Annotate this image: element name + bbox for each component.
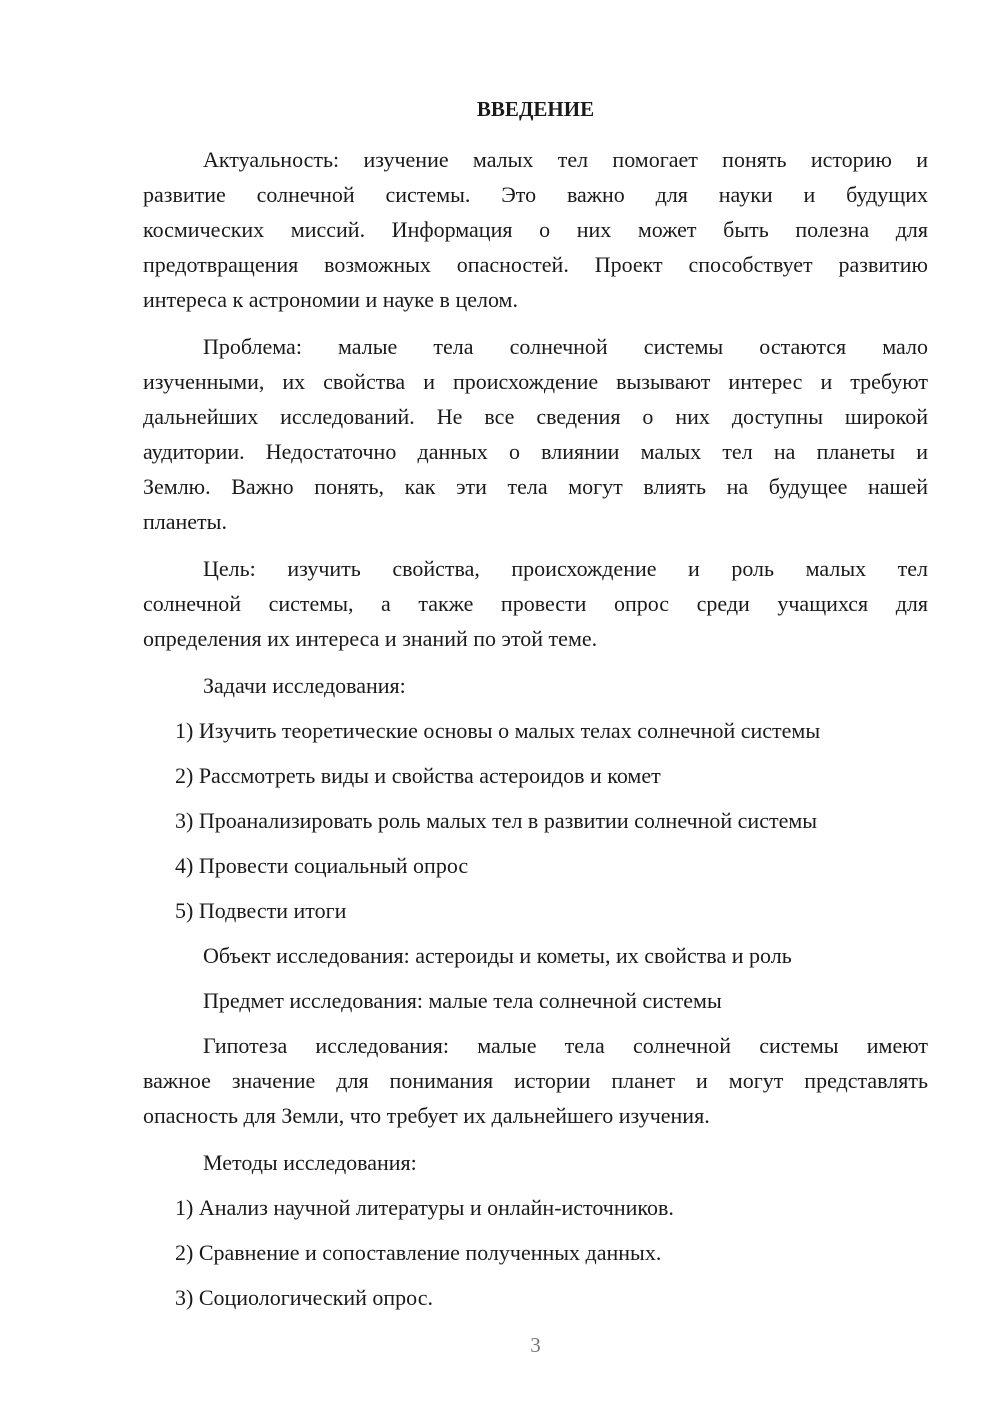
method-item: 3) Социологический опрос. [175, 1285, 433, 1310]
text-line: изученными, их свойства и происхождение вызывают интерес и требуют [143, 369, 928, 394]
text-line: Проблема: малые тела солнечной системы остаются мало [203, 334, 928, 359]
text-line: Гипотеза исследования: малые тела солнечной системы имеют [203, 1033, 928, 1058]
text-line: космических миссий. Информация о них может быть полезна для [143, 217, 928, 242]
text-line: Актуальность: изучение малых тел помогает понять историю и [203, 147, 928, 172]
text-line: важное значение для понимания истории планет и могут представлять [143, 1068, 928, 1093]
hypothesis-paragraph [143, 1028, 928, 1133]
goal-paragraph [143, 551, 928, 656]
tasks-heading: Задачи исследования: [203, 673, 406, 698]
text-line: развитие солнечной системы. Это важно для науки и будущих [143, 182, 928, 207]
text-line: интереса к астрономии и науке в целом. [143, 287, 518, 312]
text-line: Цель: изучить свойства, происхождение и роль малых тел [203, 556, 928, 581]
research-subject: Предмет исследования: малые тела солнечной системы [203, 988, 722, 1013]
task-item: 4) Провести социальный опрос [175, 853, 469, 878]
text-line: дальнейших исследований. Не все сведения о них доступны широкой [143, 404, 928, 429]
section-title: ВВЕДЕНИЕ [476, 97, 595, 121]
task-item: 3) Проанализировать роль малых тел в развитии солнечной системы [175, 808, 818, 833]
text-line: аудитории. Недостаточно данных о влиянии малых тел на планеты и [143, 439, 928, 464]
document-page [143, 92, 928, 1325]
methods-heading: Методы исследования: [203, 1150, 417, 1175]
text-line: предотвращения возможных опасностей. Проект способствует развитию [143, 252, 928, 277]
research-object: Объект исследования: астероиды и кометы, их свойства и роль [203, 943, 792, 968]
method-item: 2) Сравнение и сопоставление полученных данных. [175, 1240, 662, 1265]
task-item: 5) Подвести итоги [175, 898, 347, 923]
page-number: 3 [530, 1333, 541, 1357]
problem-paragraph [143, 329, 928, 539]
method-item: 1) Анализ научной литературы и онлайн-источников. [175, 1195, 674, 1220]
relevance-paragraph [143, 142, 928, 317]
text-line: планеты. [143, 509, 227, 534]
task-item: 1) Изучить теоретические основы о малых телах солнечной системы [175, 718, 821, 743]
text-line: определения их интереса и знаний по этой теме. [143, 626, 598, 651]
text-line: солнечной системы, а также провести опрос среди учащихся для [143, 591, 928, 616]
task-item: 2) Рассмотреть виды и свойства астероидов и комет [175, 763, 661, 788]
text-line: опасность для Земли, что требует их дальнейшего изучения. [143, 1103, 710, 1128]
text-line: Землю. Важно понять, как эти тела могут влиять на будущее нашей [143, 474, 928, 499]
